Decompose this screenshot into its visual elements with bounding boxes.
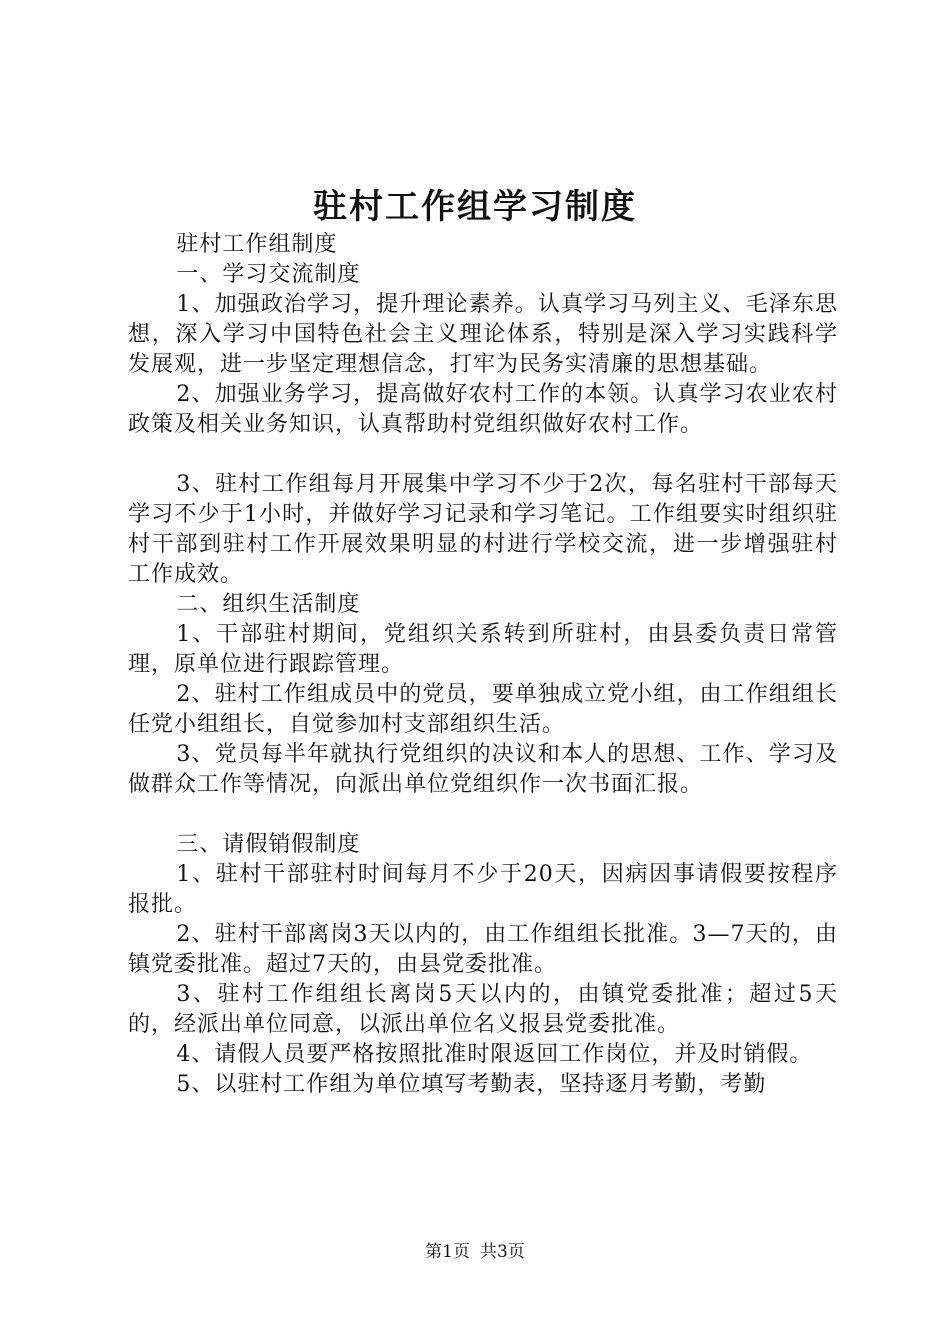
- paragraph: 2、驻村工作组成员中的党员，要单独成立党小组，由工作组组长任党小组组长，自觉参加村支部组织生活。: [128, 682, 838, 737]
- paragraph: 2、驻村干部离岗3天以内的，由工作组组长批准。3—7天的，由镇党委批准。超过7天的，由县党委批准。: [128, 922, 838, 977]
- paragraph: 3、党员每半年就执行党组织的决议和本人的思想、工作、学习及做群众工作等情况，向派出单位党组织作一次书面汇报。: [128, 742, 838, 797]
- paragraph: 4、请假人员要严格按照批准时限返回工作岗位，并及时销假。: [176, 1042, 813, 1067]
- paragraph: 5、以驻村工作组为单位填写考勤表，坚持逐月考勤，考勤: [176, 1072, 767, 1097]
- section-heading-organization: 二、组织生活制度: [176, 592, 361, 617]
- page-footer: [0, 1240, 950, 1264]
- document-body: [128, 230, 838, 1100]
- paragraph: 1、驻村干部驻村时间每月不少于20天，因病因事请假要按程序报批。: [128, 862, 838, 917]
- paragraph: 3、驻村工作组每月开展集中学习不少于2次，每名驻村干部每天学习不少于1小时，并做好学习记录和学习笔记。工作组要实时组织驻村干部到驻村工作开展效果明显的村进行学校交流，进一步增强驻村工作成效。: [128, 472, 838, 587]
- paragraph: 1、干部驻村期间，党组织关系转到所驻村，由县委负责日常管理，原单位进行跟踪管理。: [128, 622, 838, 677]
- paragraph: 3、驻村工作组组长离岗5天以内的，由镇党委批准；超过5天的，经派出单位同意，以派出单位名义报县党委批准。: [128, 982, 838, 1037]
- page-number: 第1页: [425, 1242, 470, 1262]
- section-heading-leave: 三、请假销假制度: [176, 832, 361, 857]
- paragraph-subtitle: 驻村工作组制度: [176, 232, 338, 257]
- page-total: 共3页: [480, 1242, 525, 1262]
- paragraph: 2、加强业务学习，提高做好农村工作的本领。认真学习农业农村政策及相关业务知识，认真帮助村党组织做好农村工作。: [128, 382, 838, 437]
- section-heading-study: 一、学习交流制度: [176, 262, 361, 287]
- document-title: 驻村工作组学习制度: [313, 187, 637, 227]
- paragraph: 1、加强政治学习，提升理论素养。认真学习马列主义、毛泽东思想，深入学习中国特色社会主义理论体系，特别是深入学习实践科学发展观，进一步坚定理想信念，打牢为民务实清廉的思想基础。: [128, 292, 838, 377]
